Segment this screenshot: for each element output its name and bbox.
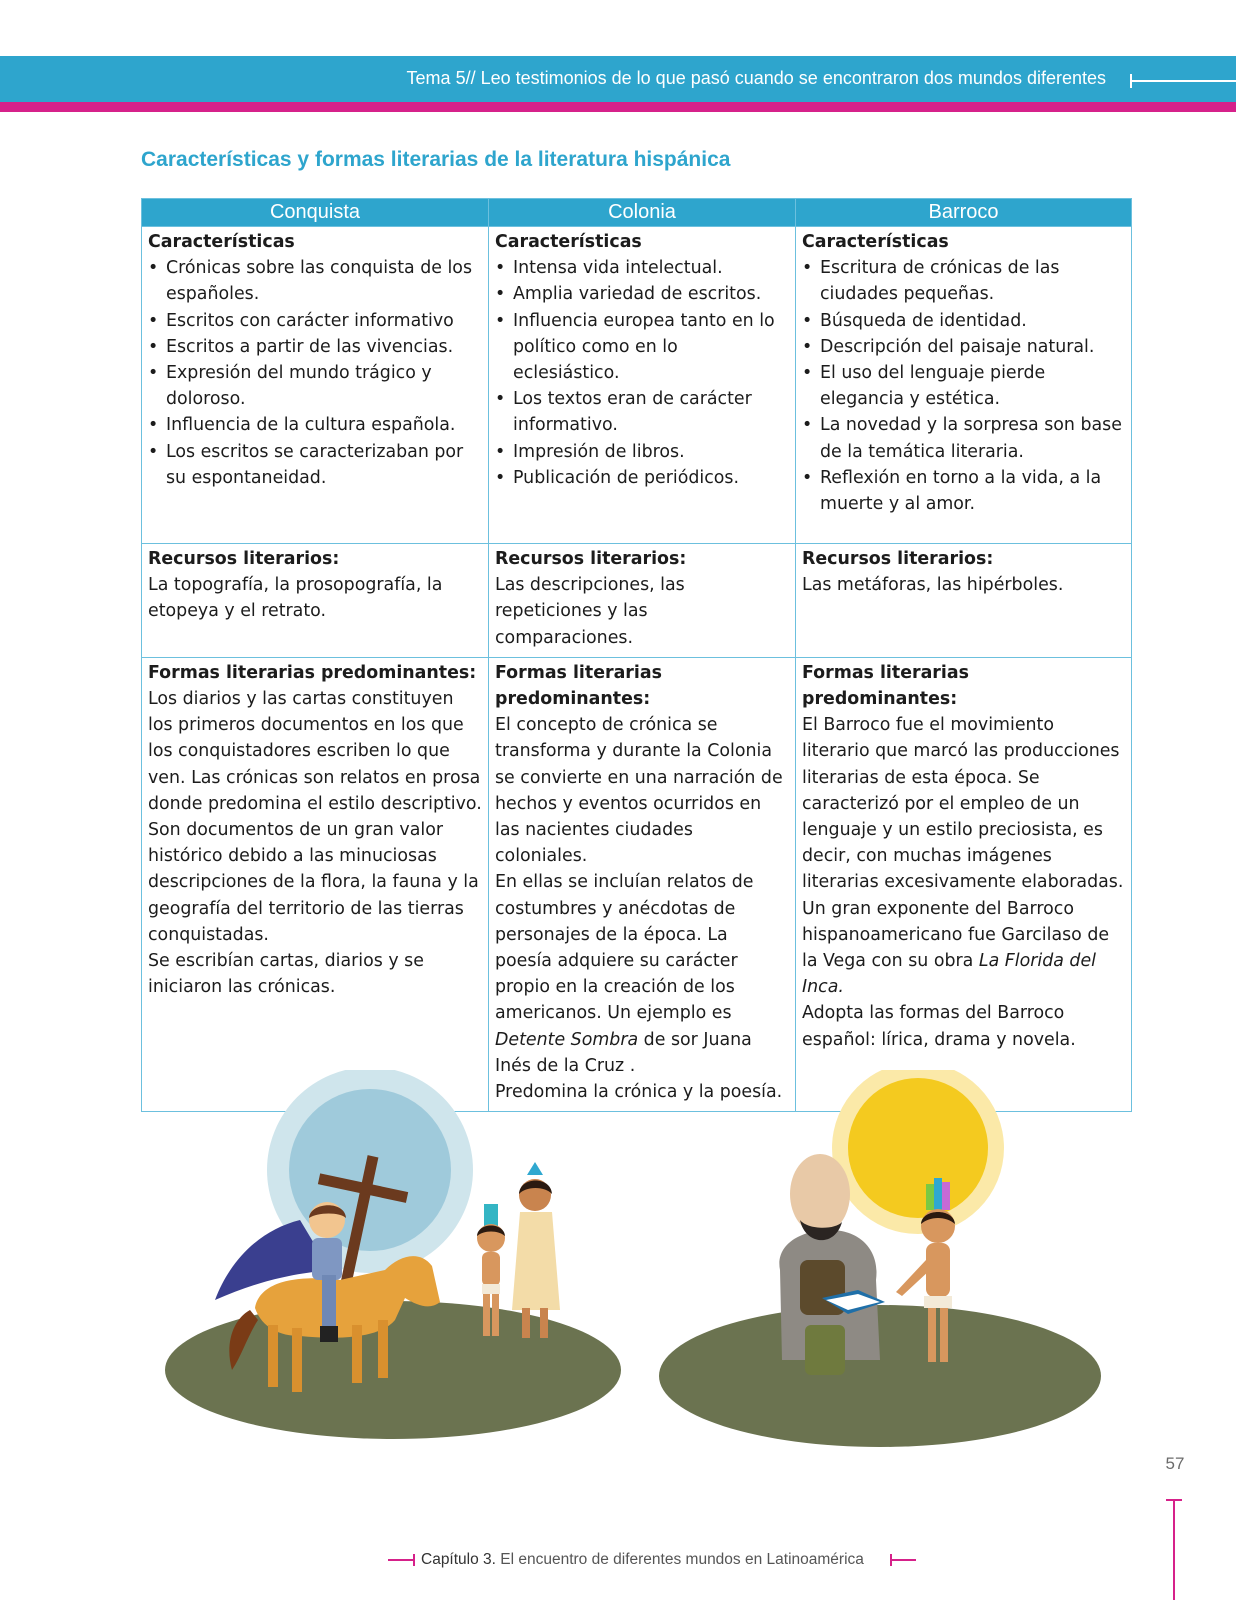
cell-paragraph: Adopta las formas del Barroco español: lírica, drama y novela. bbox=[802, 1003, 1076, 1050]
cell-colonia-recursos bbox=[489, 544, 796, 658]
cell-paragraph bbox=[495, 869, 789, 1079]
bullet-list bbox=[148, 255, 482, 491]
conquista-scene-illustration bbox=[165, 1070, 621, 1439]
literature-table bbox=[141, 198, 1132, 1112]
column-header-colonia: Colonia bbox=[489, 199, 796, 227]
footer-line-right bbox=[890, 1559, 916, 1561]
list-item: • Intensa vida intelectual. bbox=[495, 255, 789, 281]
cell-colonia-caracteristicas bbox=[489, 227, 796, 544]
text-run: En ellas se incluían relatos de costumbres y anécdotas de personajes de la época. La poesía adquiere su carácter propio en la creación de los americanos. Un ejemplo es bbox=[495, 872, 754, 1024]
footer-chapter: Capítulo 3. bbox=[421, 1551, 496, 1568]
work-title: Detente Sombra bbox=[495, 1029, 639, 1050]
cell-label: Recursos literarios: bbox=[802, 549, 994, 569]
cell-label: Formas literarias predominantes: bbox=[802, 662, 969, 710]
cell-conquista-recursos bbox=[142, 544, 489, 658]
list-item: • La novedad y la sorpresa son base de la temática literaria. bbox=[802, 412, 1125, 464]
list-item: • Influencia europea tanto en lo político como en lo eclesiástico. bbox=[495, 308, 789, 387]
cell-conquista-caracteristicas bbox=[142, 227, 489, 544]
bullet-list bbox=[802, 255, 1125, 517]
cell-label: Recursos literarios: bbox=[148, 549, 340, 569]
topic-title: Tema 5// Leo testimonios de lo que pasó cuando se encontraron dos mundos diferentes bbox=[406, 68, 1106, 88]
list-item: • Influencia de la cultura española. bbox=[148, 412, 482, 438]
table-header-row bbox=[142, 199, 1132, 227]
column-header-conquista: Conquista bbox=[142, 199, 489, 227]
column-header-barroco: Barroco bbox=[796, 199, 1132, 227]
cell-label: Características bbox=[148, 232, 295, 252]
cell-paragraph bbox=[802, 712, 1125, 1000]
header-band-accent bbox=[0, 102, 1236, 112]
text-run: de sor Juana Inés de la Cruz . bbox=[495, 1029, 752, 1076]
cell-text: La topografía, la prosopografía, la etopeya y el retrato. bbox=[148, 575, 443, 622]
footer-line-right-tick bbox=[890, 1554, 892, 1566]
list-item: • Expresión del mundo trágico y doloroso. bbox=[148, 360, 482, 412]
cell-colonia-formas bbox=[489, 657, 796, 1111]
cell-label: Formas literarias predominantes: bbox=[148, 662, 477, 683]
cell-paragraph: Los diarios y las cartas constituyen los primeros documentos en los que los conquistadores escriben lo que ven. Las crónicas son relatos en prosa donde predomina el estilo descriptivo. Son documentos de un gran valor histórico debido a las minuciosas descripciones de la flora, la fauna y la geografía del territorio de las tierras conquistadas. bbox=[148, 689, 482, 945]
footer-line-left bbox=[388, 1559, 414, 1561]
list-item: • Impresión de libros. bbox=[495, 439, 789, 465]
cell-label: Características bbox=[802, 232, 949, 252]
cell-paragraph: Predomina la crónica y la poesía. bbox=[495, 1082, 783, 1103]
cell-label: Recursos literarios: bbox=[495, 549, 687, 569]
page-line bbox=[1173, 1500, 1175, 1600]
cell-paragraph: El concepto de crónica se transforma y durante la Colonia se convierte en una narración de hechos y eventos ocurridos en las nacientes ciudades coloniales. bbox=[495, 715, 783, 867]
list-item: • Los textos eran de carácter informativo. bbox=[495, 386, 789, 438]
footer-line-left-tick bbox=[413, 1554, 415, 1566]
illustration bbox=[0, 1070, 1236, 1470]
table-row-recursos bbox=[142, 544, 1132, 658]
table-row-caracteristicas bbox=[142, 227, 1132, 544]
list-item: • Amplia variedad de escritos. bbox=[495, 281, 789, 307]
header-line bbox=[1131, 80, 1236, 82]
footer bbox=[421, 1551, 864, 1569]
list-item: • Escritos con carácter informativo bbox=[148, 308, 482, 334]
work-title: La Florida del Inca. bbox=[802, 951, 1096, 998]
cell-barroco-caracteristicas bbox=[796, 227, 1132, 544]
cell-conquista-formas bbox=[142, 657, 489, 1111]
cell-label: Formas literarias predominantes: bbox=[495, 662, 662, 710]
cell-text: Las descripciones, las repeticiones y las comparaciones. bbox=[495, 575, 685, 648]
list-item: • Crónicas sobre las conquista de los españoles. bbox=[148, 255, 482, 307]
cell-barroco-formas bbox=[796, 657, 1132, 1111]
text-run: El Barroco fue el movimiento literario que marcó las producciones literarias de esta época. Se caracterizó por el empleo de un lenguaje y un estilo preciosista, es decir, con muchas imágenes literarias excesivamente elaboradas. Un gran exponente del Barroco hispanoamericano fue Garcilaso de la Vega con su obra bbox=[802, 715, 1124, 972]
page-number: 57 bbox=[1165, 1454, 1185, 1473]
list-item: • Escritos a partir de las vivencias. bbox=[148, 334, 482, 360]
list-item: • Publicación de periódicos. bbox=[495, 465, 789, 491]
barroco-scene-illustration bbox=[659, 1070, 1101, 1447]
list-item: • Escritura de crónicas de las ciudades pequeñas. bbox=[802, 255, 1125, 307]
footer-title: El encuentro de diferentes mundos en Latinoamérica bbox=[495, 1551, 864, 1568]
list-item: • Reflexión en torno a la vida, a la muerte y al amor. bbox=[802, 465, 1125, 517]
section-title: Características y formas literarias de la literatura hispánica bbox=[141, 148, 731, 171]
list-item: • Los escritos se caracterizaban por su espontaneidad. bbox=[148, 439, 482, 491]
cell-label: Características bbox=[495, 232, 642, 252]
list-item: • Búsqueda de identidad. bbox=[802, 308, 1125, 334]
list-item: • Descripción del paisaje natural. bbox=[802, 334, 1125, 360]
cell-text: Las metáforas, las hipérboles. bbox=[802, 575, 1064, 596]
cell-barroco-recursos bbox=[796, 544, 1132, 658]
list-item: • El uso del lenguaje pierde elegancia y estética. bbox=[802, 360, 1125, 412]
table-row-formas bbox=[142, 657, 1132, 1111]
cell-paragraph: Se escribían cartas, diarios y se iniciaron las crónicas. bbox=[148, 951, 424, 998]
bullet-list bbox=[495, 255, 789, 491]
